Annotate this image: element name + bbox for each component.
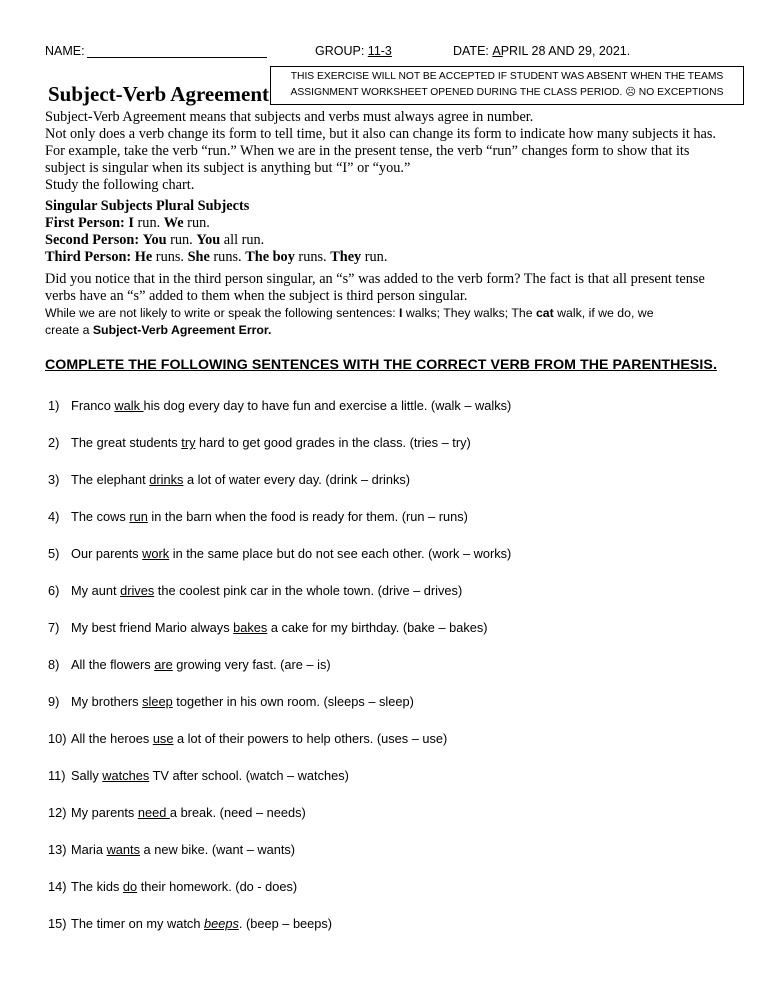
group-value: 11-3 [367,44,392,58]
intro-paragraph [45,109,735,194]
exercise-text-before: My parents [71,805,138,820]
exercise-text-after: a new bike. (want – wants) [140,842,296,857]
date-field [453,44,631,58]
exercise-answer: are [154,657,173,672]
exercise-answer: drinks [149,472,184,487]
exercise-number: 1) [48,398,60,413]
date-label: DATE: [453,44,489,58]
exercise-number: 13) [48,842,67,857]
chart-row-third-person: Third Person: He runs. She runs. The boy runs. They run. [45,249,388,265]
exercise-item [48,916,332,931]
exercise-number: 6) [48,583,60,598]
page-title: Subject-Verb Agreement [48,82,270,106]
exercise-text-after: a lot of water every day. (drink – drinks) [183,472,411,487]
exercise-text-after: together in his own room. (sleeps – sleep) [172,694,414,709]
exercise-text-after: in the same place but do not see each other. (work – works) [169,546,512,561]
note-line-2: verbs have an “s” added to them when the subject is third person singular. [45,288,468,304]
exercise-answer: sleep [142,694,173,709]
exercise-number: 3) [48,472,60,487]
exercise-answer: do [122,879,138,894]
exercise-item [48,694,414,709]
notice-line-1: THIS EXERCISE WILL NOT BE ACCEPTED IF STUDENT WAS ABSENT WHEN THE TEAMS [290,71,724,82]
exercise-number: 4) [48,509,60,524]
conjugation-chart [45,198,387,266]
exercise-number: 11) [48,768,66,783]
exercise-answer: use [152,731,174,746]
exercise-text-before: My aunt [71,583,121,598]
exercise-item [48,842,295,857]
group-field [315,44,392,58]
exercise-item [48,768,349,783]
exercise-text-before: Franco [71,398,115,413]
exercise-item [48,546,511,561]
date-value: APRIL 28 AND 29, 2021. [492,44,631,58]
exercise-answer: drives [120,583,155,598]
exercise-text-before: Sally [71,768,103,783]
chart-heading: Singular Subjects Plural Subjects [45,198,250,214]
intro-line-1: Subject-Verb Agreement means that subjects and verbs must always agree in number. [45,109,534,125]
absence-notice-box [270,66,744,105]
exercise-text-after: hard to get good grades in the class. (tries – try) [195,435,471,450]
exercise-text-before: All the flowers [71,657,155,672]
chart-row-first-person: First Person: I run. We run. [45,215,210,231]
notice-line-2: ASSIGNMENT WORKSHEET OPENED DURING THE CLASS PERIOD. ☹ NO EXCEPTIONS [290,87,724,98]
exercise-text-before: The elephant [71,472,150,487]
worksheet-header [45,44,745,62]
exercise-text-before: My brothers [71,694,143,709]
exercise-item [48,657,331,672]
exercise-item [48,509,468,524]
exercise-number: 12) [48,805,67,820]
exercise-item [48,620,488,635]
explanation-paragraph [45,271,745,339]
exercise-answer: try [181,435,196,450]
intro-line-3: For example, take the verb “run.” When we are in the present tense, the verb “run” changes form to show that its [45,143,690,159]
exercise-number: 14) [48,879,67,894]
exercise-item [48,398,511,413]
exercise-number: 10) [48,731,67,746]
exercise-text-before: All the heroes [71,731,153,746]
exercise-number: 15) [48,916,67,931]
note-line-3: While we are not likely to write or speak the following sentences: I walks; They walks; The cat walk, if we do, we [45,306,654,320]
exercise-answer: need [137,805,170,820]
intro-line-2: Not only does a verb change its form to tell time, but it also can change its form to indicate how many subjects it has. [45,126,717,142]
exercise-text-before: Maria [71,842,107,857]
exercise-answer: wants [106,842,140,857]
name-field [45,44,267,58]
exercise-item [48,879,297,894]
exercise-answer: bakes [233,620,268,635]
exercise-text-after: in the barn when the food is ready for them. (run – runs) [147,509,468,524]
exercise-item [48,435,471,450]
exercise-answer: run [129,509,148,524]
exercise-number: 8) [48,657,60,672]
exercise-answer: work [142,546,170,561]
exercise-text-after: TV after school. (watch – watches) [149,768,349,783]
exercise-text-after: . (beep – beeps) [238,916,333,931]
exercise-item [48,472,410,487]
exercise-text-after: a break. (need – needs) [169,805,306,820]
exercise-text-after: his dog every day to have fun and exercise a little. (walk – walks) [143,398,512,413]
note-line-1: Did you notice that in the third person singular, an “s” was added to the verb form? The fact is that all present tense [45,271,705,287]
exercise-item [48,731,447,746]
exercise-text-after: a cake for my birthday. (bake – bakes) [267,620,488,635]
exercise-answer: beeps [204,916,239,931]
exercise-text-before: The cows [71,509,130,524]
name-label: NAME: [45,44,85,58]
exercise-number: 9) [48,694,60,709]
intro-line-5: Study the following chart. [45,177,195,193]
exercise-text-after: a lot of their powers to help others. (uses – use) [173,731,448,746]
group-label: GROUP: [315,44,365,58]
exercise-number: 7) [48,620,60,635]
exercise-text-before: The timer on my watch [71,916,204,931]
exercise-text-before: The great students [71,435,182,450]
exercise-text-after: growing very fast. (are – is) [172,657,331,672]
exercise-text-before: The kids [71,879,123,894]
exercise-instructions: COMPLETE THE FOLLOWING SENTENCES WITH THE CORRECT VERB FROM THE PARENTHESIS. [45,357,717,373]
exercise-text-after: the coolest pink car in the whole town. (drive – drives) [154,583,463,598]
exercise-number: 2) [48,435,60,450]
exercise-answer: watches [102,768,150,783]
exercise-number: 5) [48,546,60,561]
exercise-item [48,805,306,820]
intro-line-4: subject is singular when its subject is anything but “I” or “you.” [45,160,411,176]
exercise-item [48,583,462,598]
exercise-text-before: Our parents [71,546,143,561]
exercise-answer: walk [114,398,144,413]
name-blank-line [87,44,267,58]
chart-row-second-person: Second Person: You run. You all run. [45,232,265,248]
exercise-text-after: their homework. (do - does) [137,879,298,894]
note-line-4: create a Subject-Verb Agreement Error. [45,323,272,337]
exercise-text-before: My best friend Mario always [71,620,234,635]
